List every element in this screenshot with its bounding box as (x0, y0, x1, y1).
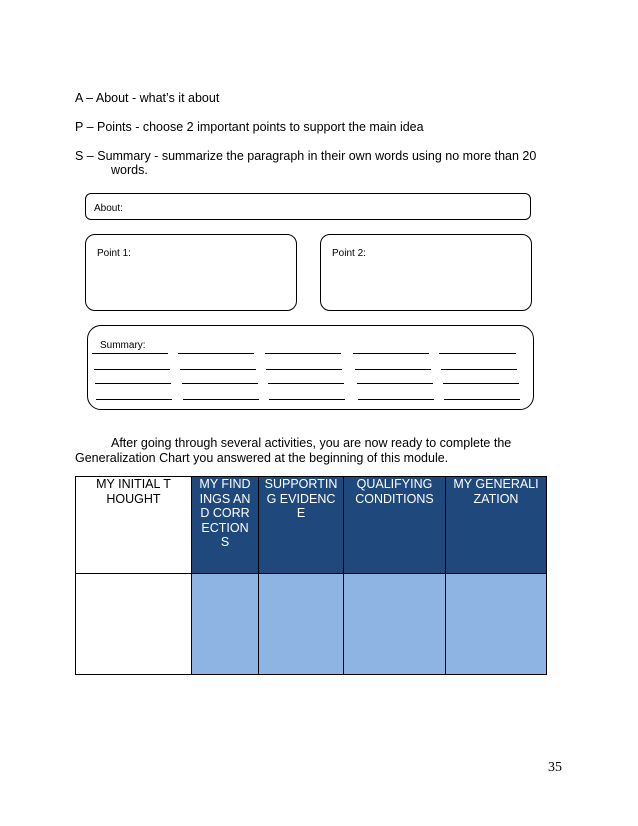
summary-blank-line (266, 369, 342, 370)
summary-blank-line (358, 399, 434, 400)
summary-blank-line (183, 399, 259, 400)
about-instruction: A – About - what’s it about (75, 91, 220, 105)
summary-blank-line (180, 369, 256, 370)
about-box[interactable] (85, 193, 531, 220)
summary-blank-line (444, 399, 520, 400)
header-supporting-evidence: SUPPORTING EVIDENCE (259, 477, 344, 574)
summary-blank-line (439, 353, 516, 354)
chart-header-row (76, 477, 547, 574)
summary-blank-line (96, 399, 172, 400)
summary-blank-line (178, 353, 254, 354)
summary-blank-line (94, 369, 170, 370)
summary-instruction: S – Summary - summarize the paragraph in their own words using no more than 20 (75, 149, 537, 163)
summary-blank-line (443, 383, 519, 384)
summary-blank-line (441, 369, 517, 370)
summary-blank-line (92, 353, 168, 354)
summary-blank-line (357, 383, 433, 384)
answer-supporting-evidence[interactable] (259, 574, 344, 675)
summary-blank-line (269, 399, 345, 400)
summary-instruction-continued: words. (111, 163, 148, 177)
answer-my-initial-thought[interactable] (76, 574, 192, 675)
point1-box[interactable] (85, 234, 297, 311)
points-instruction: P – Points - choose 2 important points to support the main idea (75, 120, 424, 134)
generalization-chart (75, 476, 547, 675)
point2-label: Point 2: (332, 248, 366, 259)
instruction-line-2: Generalization Chart you answered at the beginning of this module. (75, 451, 449, 465)
summary-blank-line (268, 383, 344, 384)
summary-blank-line (353, 353, 429, 354)
instruction-line-1: After going through several activities, you are now ready to complete the (111, 436, 512, 450)
chart-answer-row (76, 574, 547, 675)
answer-qualifying-conditions[interactable] (344, 574, 446, 675)
answer-my-generalization[interactable] (446, 574, 547, 675)
header-my-findings-and-corrections: MY FINDINGS AND CORRECTIONS (192, 477, 259, 574)
summary-label: Summary: (100, 340, 146, 351)
summary-blank-line (265, 353, 341, 354)
summary-box[interactable] (87, 325, 534, 410)
header-my-generalization: MY GENERALIZATION (446, 477, 547, 574)
answer-my-findings-and-corrections[interactable] (192, 574, 259, 675)
header-my-initial-thought: MY INITIAL THOUGHT (76, 477, 192, 574)
point2-box[interactable] (320, 234, 532, 311)
point1-label: Point 1: (97, 248, 131, 259)
about-label: About: (94, 203, 123, 214)
summary-blank-line (95, 383, 171, 384)
page-number: 35 (548, 760, 562, 775)
summary-blank-line (182, 383, 258, 384)
summary-blank-line (355, 369, 431, 370)
header-qualifying-conditions: QUALIFYING CONDITIONS (344, 477, 446, 574)
